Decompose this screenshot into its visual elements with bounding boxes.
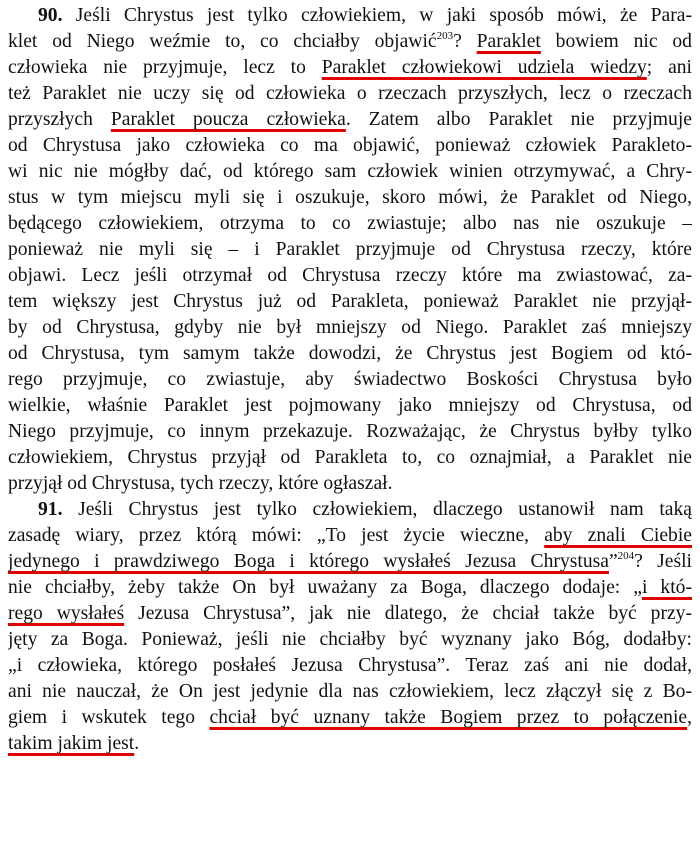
text-span: rego przyjmuje, co zwiastuje, aby świadectwo Boskości Chrystusa było xyxy=(8,369,692,390)
text-line xyxy=(8,445,692,471)
text-line xyxy=(8,471,692,497)
text-span: giem i wskutek tego xyxy=(8,707,210,728)
text-line xyxy=(8,367,692,393)
text-span: ? xyxy=(453,31,477,52)
highlighted-text: takim jakim jest xyxy=(8,733,135,754)
text-span: ” xyxy=(608,551,618,572)
text-line xyxy=(8,341,692,367)
text-span: Niego przyjmuje, co innym przekazuje. Rozważając, że Chrystus byłby tylko xyxy=(8,421,692,442)
highlighted-text: Paraklet xyxy=(476,31,541,52)
text-line xyxy=(8,211,692,237)
text-line xyxy=(8,653,692,679)
text-line xyxy=(8,185,692,211)
text-span: . Zatem albo Paraklet nie przyjmuje xyxy=(345,109,692,130)
text-span: . xyxy=(134,733,140,754)
highlighted-text: i któ- xyxy=(641,577,692,598)
text-span: Jeśli Chrystus jest tylko człowiekiem, w jaki sposób mówi, że Para- xyxy=(75,5,692,26)
paragraph-number: 91. xyxy=(38,499,63,520)
text-span: ? Jeśli xyxy=(634,551,692,572)
text-line xyxy=(8,575,692,601)
text-span: zasadę wiary, przez którą mówi: „To jest życie wieczne, xyxy=(8,525,545,546)
highlighted-text: Paraklet poucza człowieka xyxy=(110,109,346,130)
text-span: klet od Niego weźmie to, co chciałby objawić xyxy=(8,31,437,52)
text-span: ani nie nauczał, że On jest jedynie dla nas człowiekiem, lecz złączył się z Bo- xyxy=(8,681,692,702)
text-line xyxy=(8,159,692,185)
text-line xyxy=(38,3,692,29)
text-span: jęty za Boga. Ponieważ, jeśli nie chciałby być wyznany jako Bóg, dodałby: xyxy=(8,629,692,650)
text-line xyxy=(8,679,692,705)
text-span: „i człowieka, którego posłałeś Jezusa Chrystusa”. Teraz zaś ani nie dodał, xyxy=(8,655,692,676)
text-span: przyszłych xyxy=(8,109,111,130)
text-span: , xyxy=(687,707,692,728)
text-line xyxy=(8,107,692,133)
highlighted-text: Paraklet człowiekowi udziela wiedzy xyxy=(321,57,647,78)
text-line xyxy=(8,29,692,55)
text-line xyxy=(8,419,692,445)
footnote-ref: 204 xyxy=(617,550,635,562)
text-span: by od Chrystusa, gdyby nie był mniejszy od Niego. Paraklet zaś mniejszy xyxy=(8,317,692,338)
text-span: od Chrystusa, tym samym także dowodzi, że Chrystus jest Bogiem od któ- xyxy=(8,343,692,364)
footnote-ref: 203 xyxy=(436,30,454,42)
text-line xyxy=(8,393,692,419)
text-span: człowieka nie przyjmuje, lecz to xyxy=(8,57,322,78)
highlighted-text: jedynego i prawdziwego Boga i którego wysłałeś Jezusa Chrystusa xyxy=(8,551,609,572)
text-span: wielkie, właśnie Paraklet jest pojmowany jako mniejszy od Chrystusa, od xyxy=(8,395,692,416)
text-span: Jeśli Chrystus jest tylko człowiekiem, dlaczego ustanowił nam taką xyxy=(78,499,692,520)
text-line xyxy=(8,627,692,653)
highlighted-text: rego wysłałeś xyxy=(8,603,125,624)
text-line xyxy=(8,81,692,107)
text-span: wi nic nie mógłby dać, od którego sam człowiek winien otrzymywać, a Chry- xyxy=(8,161,692,182)
text-span: ; ani xyxy=(646,57,692,78)
paragraph-number: 90. xyxy=(38,5,63,26)
text-line xyxy=(8,549,692,575)
text-span: od Chrystusa jako człowieka co ma objawić, ponieważ człowiek Parakleto- xyxy=(8,135,692,156)
text-line xyxy=(8,731,692,757)
text-line xyxy=(8,315,692,341)
text-line xyxy=(8,523,692,549)
text-span: przyjął od Chrystusa, tych rzeczy, które ogłaszał. xyxy=(8,473,393,494)
text-line xyxy=(8,237,692,263)
text-line xyxy=(8,289,692,315)
text-span: Jezusa Chrystusa”, jak nie dlatego, że chciał także być przy- xyxy=(124,603,692,624)
text-span: też Paraklet nie uczy się od człowieka o rzeczach przyszłych, lecz o rzeczach xyxy=(8,83,692,104)
text-line xyxy=(8,705,692,731)
text-span: będącego człowiekiem, otrzyma to co zwiastuje; albo nas nie oszukuje – xyxy=(8,213,692,234)
text-line xyxy=(8,263,692,289)
text-span: stus w tym miejscu myli się i oszukuje, skoro mówi, że Paraklet od Niego, xyxy=(8,187,692,208)
text-line xyxy=(38,497,692,523)
text-line xyxy=(8,601,692,627)
text-line xyxy=(8,133,692,159)
text-span: tem większy jest Chrystus już od Parakleta, ponieważ Paraklet nie przyjął- xyxy=(8,291,692,312)
text-line xyxy=(8,55,692,81)
highlighted-text: chciał być uznany także Bogiem przez to połączenie xyxy=(209,707,688,728)
text-span: człowiekiem, Chrystus przyjął od Parakleta to, co oznajmiał, a Paraklet nie xyxy=(8,447,692,468)
text-span: bowiem nic od xyxy=(540,31,692,52)
text-span: nie chciałby, żeby także On był uważany za Boga, dlaczego dodaje: „ xyxy=(8,577,642,598)
highlighted-text: aby znali Ciebie xyxy=(544,525,692,546)
text-span: ponieważ nie myli się – i Paraklet przyjmuje od Chrystusa rzeczy, które xyxy=(8,239,692,260)
text-span: objawi. Lecz jeśli otrzymał od Chrystusa rzeczy które ma zwiastować, za- xyxy=(8,265,692,286)
